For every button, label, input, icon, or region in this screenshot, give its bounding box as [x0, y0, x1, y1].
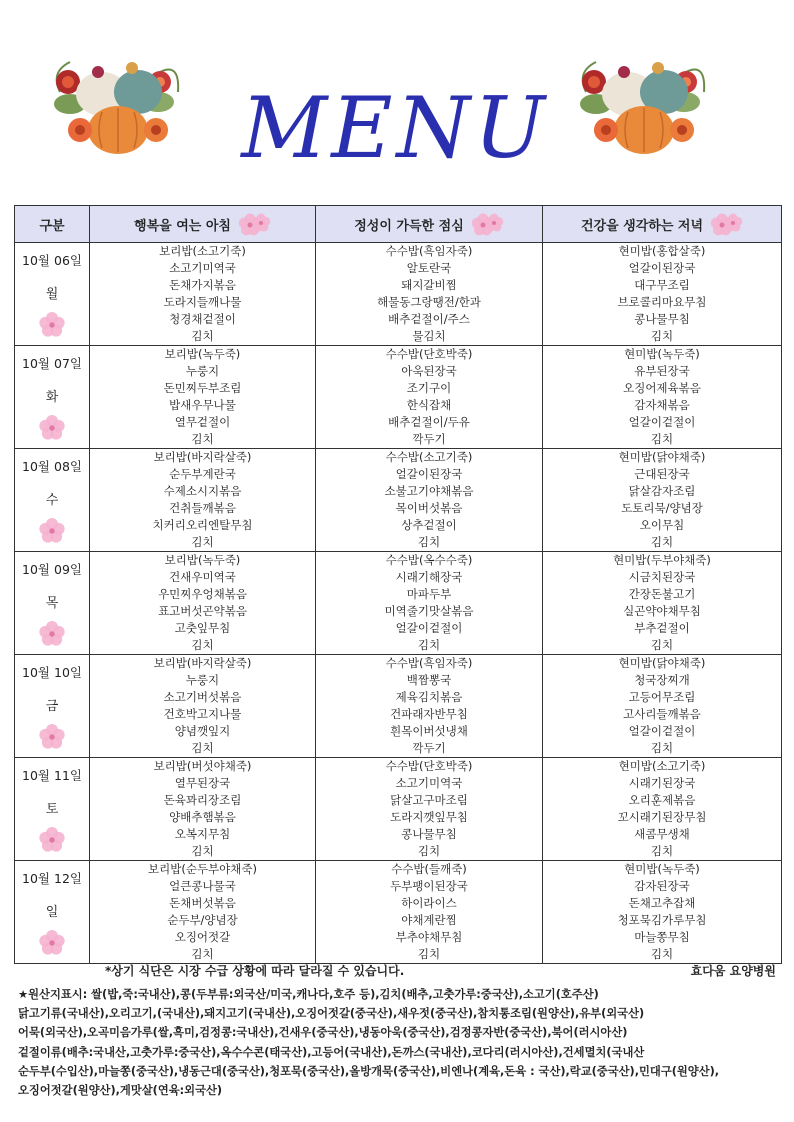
menu-item: 수수밥(흑임자죽) [385, 244, 473, 258]
meal-cell-dinner [543, 346, 782, 449]
menu-item: 소고기미역국 [395, 776, 463, 790]
pink-flower-icon [709, 209, 743, 239]
pumpkin-bouquet-icon [566, 42, 714, 162]
menu-item: 두부팽이된장국 [390, 879, 468, 893]
menu-item: 돼지갈비찜 [401, 278, 457, 292]
day-row [15, 861, 782, 964]
page-title: MENU [241, 79, 549, 177]
menu-item: 현미밥(녹두죽) [624, 862, 700, 876]
menu-item: 보리밥(순두부야채죽) [148, 862, 257, 876]
menu-item: 부추야채무침 [395, 930, 463, 944]
day-of-week: 화 [45, 390, 59, 405]
menu-table [14, 205, 782, 964]
day-cell [15, 758, 90, 861]
pink-flower-icon [37, 722, 67, 752]
menu-item: 오이무침 [639, 518, 685, 532]
day-date: 10월 06일 [22, 253, 82, 268]
pink-flower-icon [37, 516, 67, 546]
menu-item: 현미밥(닭야채죽) [618, 450, 706, 464]
menu-item: 유부된장국 [634, 364, 690, 378]
menu-item: 마파두부 [406, 587, 452, 601]
pink-flower-icon [37, 928, 67, 958]
column-header-lunch: 정성이 가득한 점심 [316, 206, 543, 243]
menu-item: 김치 [650, 535, 674, 549]
menu-item: 누룽지 [185, 673, 220, 687]
menu-header [0, 0, 794, 200]
day-of-week: 수 [45, 493, 59, 508]
menu-item: 김치 [191, 638, 214, 652]
menu-item: 김치 [650, 329, 674, 343]
menu-item: 오징어젓갈 [174, 930, 231, 944]
meal-cell-breakfast [90, 655, 316, 758]
menu-item: 고춧잎무침 [174, 621, 231, 635]
day-date: 10월 08일 [22, 459, 82, 474]
menu-item: 돈육꽈리장조림 [163, 793, 242, 807]
origin-line: ★원산지표시: 쌀(밥,죽:국내산),콩(두부류:외국산/미국,캐나다,호주 등),김치(배추,고춧가루:중국산),소고기(호주산) [18, 988, 599, 1001]
menu-item: 시금치된장국 [628, 570, 696, 584]
menu-item: 얼갈이겉절이 [395, 621, 463, 635]
menu-item: 배추겉절이/주스 [388, 312, 470, 326]
day-date: 10월 11일 [22, 768, 82, 783]
menu-item: 오징어제육볶음 [623, 381, 701, 395]
menu-item: 근대된장국 [634, 467, 690, 481]
menu-item: 돈채버섯볶음 [169, 896, 236, 910]
menu-item: 콩나물무침 [401, 827, 457, 841]
menu-item: 감자채볶음 [634, 398, 690, 412]
menu-item: 닭살고구마조림 [390, 793, 468, 807]
column-header-breakfast: 행복을 여는 아침 [90, 206, 316, 243]
menu-item: 소고기미역국 [169, 261, 236, 275]
pink-flower-icon [470, 209, 504, 239]
menu-item: 수수밥(단호박죽) [385, 759, 473, 773]
meal-cell-breakfast [90, 449, 316, 552]
menu-item: 건호박고지나물 [163, 707, 242, 721]
menu-item: 소불고기야채볶음 [384, 484, 474, 498]
meal-cell-dinner [543, 449, 782, 552]
menu-item: 수수밥(흑임자죽) [385, 656, 473, 670]
meal-cell-lunch [316, 449, 543, 552]
menu-item: 청포묵김가루무침 [617, 913, 707, 927]
hospital-name: 효다움 요양병원 [690, 964, 776, 978]
menu-item: 미역줄기맛살볶음 [384, 604, 474, 618]
menu-item: 아욱된장국 [401, 364, 457, 378]
menu-item: 도토리묵/양념장 [621, 501, 703, 515]
menu-item: 도라지들깨나물 [163, 295, 242, 309]
meal-cell-breakfast [90, 552, 316, 655]
menu-item: 청국장찌개 [634, 673, 690, 687]
menu-item: 마늘쫑무침 [634, 930, 690, 944]
menu-item: 김치 [417, 638, 441, 652]
day-of-week: 토 [45, 802, 59, 817]
menu-item: 표고버섯곤약볶음 [158, 604, 247, 618]
menu-item: 물김치 [412, 329, 446, 343]
day-row [15, 758, 782, 861]
origin-line: 겉절이류(배추:국내산,고춧가루:중국산),옥수수콘(태국산),고등어(국내산),돈까스(국내산),코다리(러시아산),건세멸치(국내산 [18, 1045, 645, 1059]
menu-item: 수수밥(들깨죽) [391, 862, 467, 876]
menu-item: 양배추햄볶음 [169, 810, 236, 824]
menu-item: 현미밥(홍합살죽) [618, 244, 706, 258]
menu-item: 시래기해장국 [395, 570, 463, 584]
day-date: 10월 10일 [22, 665, 82, 680]
day-of-week: 월 [45, 287, 59, 302]
column-header-day: 구분 [15, 206, 90, 243]
menu-item: 알토란국 [406, 261, 452, 275]
menu-item: 흰목이버섯냉채 [390, 724, 468, 738]
menu-item: 김치 [191, 844, 214, 858]
menu-item: 수제소시지볶음 [163, 484, 242, 498]
menu-item: 현미밥(소고기죽) [618, 759, 706, 773]
menu-item: 수수밥(소고기죽) [385, 450, 473, 464]
meal-cell-breakfast [90, 243, 316, 346]
menu-item: 조기구이 [406, 381, 452, 395]
menu-item: 얼큰콩나물국 [169, 879, 236, 893]
origin-line: 오징어젓갈(원양산),게맛살(연육:외국산) [18, 1083, 223, 1097]
meal-cell-dinner [543, 552, 782, 655]
menu-item: 하이라이스 [401, 896, 457, 910]
menu-item: 순두부/양념장 [167, 913, 238, 927]
menu-item: 오리훈제볶음 [628, 793, 696, 807]
meal-cell-lunch [316, 243, 543, 346]
menu-item: 브로콜리마요무침 [617, 295, 707, 309]
menu-item: 현미밥(녹두죽) [624, 347, 700, 361]
menu-item: 새콤무생채 [634, 827, 690, 841]
menu-item: 깍두기 [412, 432, 446, 446]
day-cell [15, 552, 90, 655]
meal-cell-lunch [316, 758, 543, 861]
menu-item: 제육김치볶음 [395, 690, 463, 704]
menu-item: 수수밥(옥수수죽) [385, 553, 473, 567]
menu-item: 순두부계란국 [169, 467, 236, 481]
meal-cell-dinner [543, 655, 782, 758]
menu-item: 김치 [650, 947, 674, 961]
menu-item: 부추겉절이 [634, 621, 690, 635]
menu-item: 해물동그랑땡전/한과 [377, 295, 481, 309]
menu-item: 치커리오리엔탈무침 [152, 518, 253, 532]
menu-item: 백짬뽕국 [406, 673, 452, 687]
day-cell [15, 346, 90, 449]
meal-cell-dinner [543, 861, 782, 964]
day-row [15, 346, 782, 449]
menu-item: 보리밥(바지락살죽) [153, 656, 252, 670]
menu-item: 상추겉절이 [401, 518, 457, 532]
menu-item: 열무된장국 [174, 776, 231, 790]
menu-item: 열무겉절이 [174, 415, 231, 429]
menu-item: 건새우미역국 [169, 570, 236, 584]
menu-item: 김치 [650, 638, 674, 652]
menu-item: 돈채고추잡채 [628, 896, 696, 910]
menu-item: 건취들깨볶음 [169, 501, 236, 515]
menu-item: 김치 [191, 947, 214, 961]
day-date: 10월 12일 [22, 871, 82, 886]
day-date: 10월 07일 [22, 356, 82, 371]
day-cell [15, 243, 90, 346]
column-header-dinner: 건강을 생각하는 저녁 [543, 206, 782, 243]
menu-item: 수수밥(단호박죽) [385, 347, 473, 361]
menu-item: 고등어무조림 [628, 690, 696, 704]
origin-line: 닭고기류(국내산),오리고기,(국내산),돼지고기(국내산),오징어젓갈(중국산),새우젓(중국산),참치통조림(원양산),유부(외국산) [18, 1007, 645, 1021]
menu-item: 건파래자반무침 [390, 707, 468, 721]
pink-flower-icon [37, 619, 67, 649]
menu-item: 보리밥(소고기죽) [159, 244, 246, 258]
menu-item: 야채계란찜 [401, 913, 457, 927]
day-row [15, 552, 782, 655]
pink-flower-icon [37, 413, 67, 443]
meal-cell-lunch [316, 655, 543, 758]
menu-item: 김치 [191, 535, 214, 549]
menu-item: 한식잡채 [406, 398, 452, 412]
day-cell [15, 449, 90, 552]
menu-item: 김치 [191, 741, 214, 755]
menu-item: 김치 [650, 741, 674, 755]
origin-info [18, 985, 788, 1100]
menu-table-header [15, 206, 782, 243]
menu-item: 배추겉절이/두유 [388, 415, 470, 429]
meal-cell-lunch [316, 552, 543, 655]
menu-item: 돈채가지볶음 [169, 278, 236, 292]
day-date: 10월 09일 [22, 562, 82, 577]
meal-cell-lunch [316, 346, 543, 449]
menu-item: 김치 [417, 947, 441, 961]
meal-cell-lunch [316, 861, 543, 964]
pink-flower-icon [37, 310, 67, 340]
menu-item: 보리밥(바지락살죽) [153, 450, 252, 464]
day-of-week: 금 [45, 699, 59, 714]
menu-item: 우민찌우엉채볶음 [158, 587, 247, 601]
pumpkin-bouquet-icon [40, 42, 188, 162]
origin-line: 어묵(외국산),오곡미음가루(쌀,흑미,검정콩:국내산),건새우(중국산),냉동아욱(중국산),검정콩자반(중국산),북어(러시아산) [18, 1026, 628, 1040]
menu-item: 목이버섯볶음 [395, 501, 463, 515]
menu-item: 현미밥(닭야채죽) [618, 656, 706, 670]
menu-item: 보리밥(녹두죽) [164, 347, 241, 361]
menu-item: 누룽지 [185, 364, 220, 378]
day-cell [15, 861, 90, 964]
menu-item: 꼬시래기된장무침 [617, 810, 707, 824]
menu-item: 얼갈이된장국 [628, 261, 696, 275]
day-cell [15, 655, 90, 758]
menu-item: 고사리들깨볶음 [623, 707, 701, 721]
day-of-week: 목 [45, 596, 59, 611]
menu-item: 양념깻잎지 [174, 724, 231, 738]
meal-cell-dinner [543, 243, 782, 346]
meal-cell-dinner [543, 758, 782, 861]
menu-item: 시래기된장국 [628, 776, 696, 790]
menu-item: 대구무조림 [634, 278, 690, 292]
menu-item: 얼갈이겉절이 [628, 724, 696, 738]
day-row [15, 655, 782, 758]
meal-cell-breakfast [90, 758, 316, 861]
menu-item: 김치 [191, 432, 214, 446]
menu-item: 오복지무침 [174, 827, 231, 841]
day-row [15, 449, 782, 552]
menu-item: 얼갈이된장국 [395, 467, 463, 481]
meal-cell-breakfast [90, 861, 316, 964]
pink-flower-icon [37, 825, 67, 855]
menu-item: 깍두기 [412, 741, 446, 755]
day-of-week: 일 [45, 905, 59, 920]
meal-cell-breakfast [90, 346, 316, 449]
pink-flower-icon [237, 209, 271, 239]
menu-item: 김치 [417, 535, 441, 549]
menu-item: 김치 [417, 844, 441, 858]
menu-item: 김치 [650, 844, 674, 858]
menu-item: 소고기버섯볶음 [163, 690, 242, 704]
menu-item: 얼갈이겉절이 [628, 415, 696, 429]
menu-item: 현미밥(두부야채죽) [613, 553, 711, 567]
origin-line: 순두부(수입산),마늘쫑(중국산),냉동근대(중국산),청포묵(중국산),올방개묵(중국산),비엔나(계육,돈육 : 국산),락교(중국산),민대구(원양산), [18, 1064, 720, 1078]
menu-item: 간장돈불고기 [628, 587, 696, 601]
menu-item: 도라지깻잎무침 [390, 810, 468, 824]
menu-item: 보리밥(버섯야채죽) [153, 759, 252, 773]
menu-item: 보리밥(녹두죽) [164, 553, 241, 567]
menu-item: 실곤약야채무침 [623, 604, 701, 618]
menu-item: 닭살감자조림 [628, 484, 696, 498]
notice-text: *상기 식단은 시장 수급 상황에 따라 달라질 수 있습니다. [105, 964, 405, 978]
menu-item: 감자된장국 [634, 879, 690, 893]
menu-item: 김치 [191, 329, 214, 343]
menu-item: 밥새우무나물 [169, 398, 236, 412]
menu-item: 콩나물무침 [634, 312, 690, 326]
menu-item: 김치 [650, 432, 674, 446]
day-row [15, 243, 782, 346]
menu-item: 청경채겉절이 [169, 312, 236, 326]
menu-item: 돈민찌두부조림 [163, 381, 242, 395]
